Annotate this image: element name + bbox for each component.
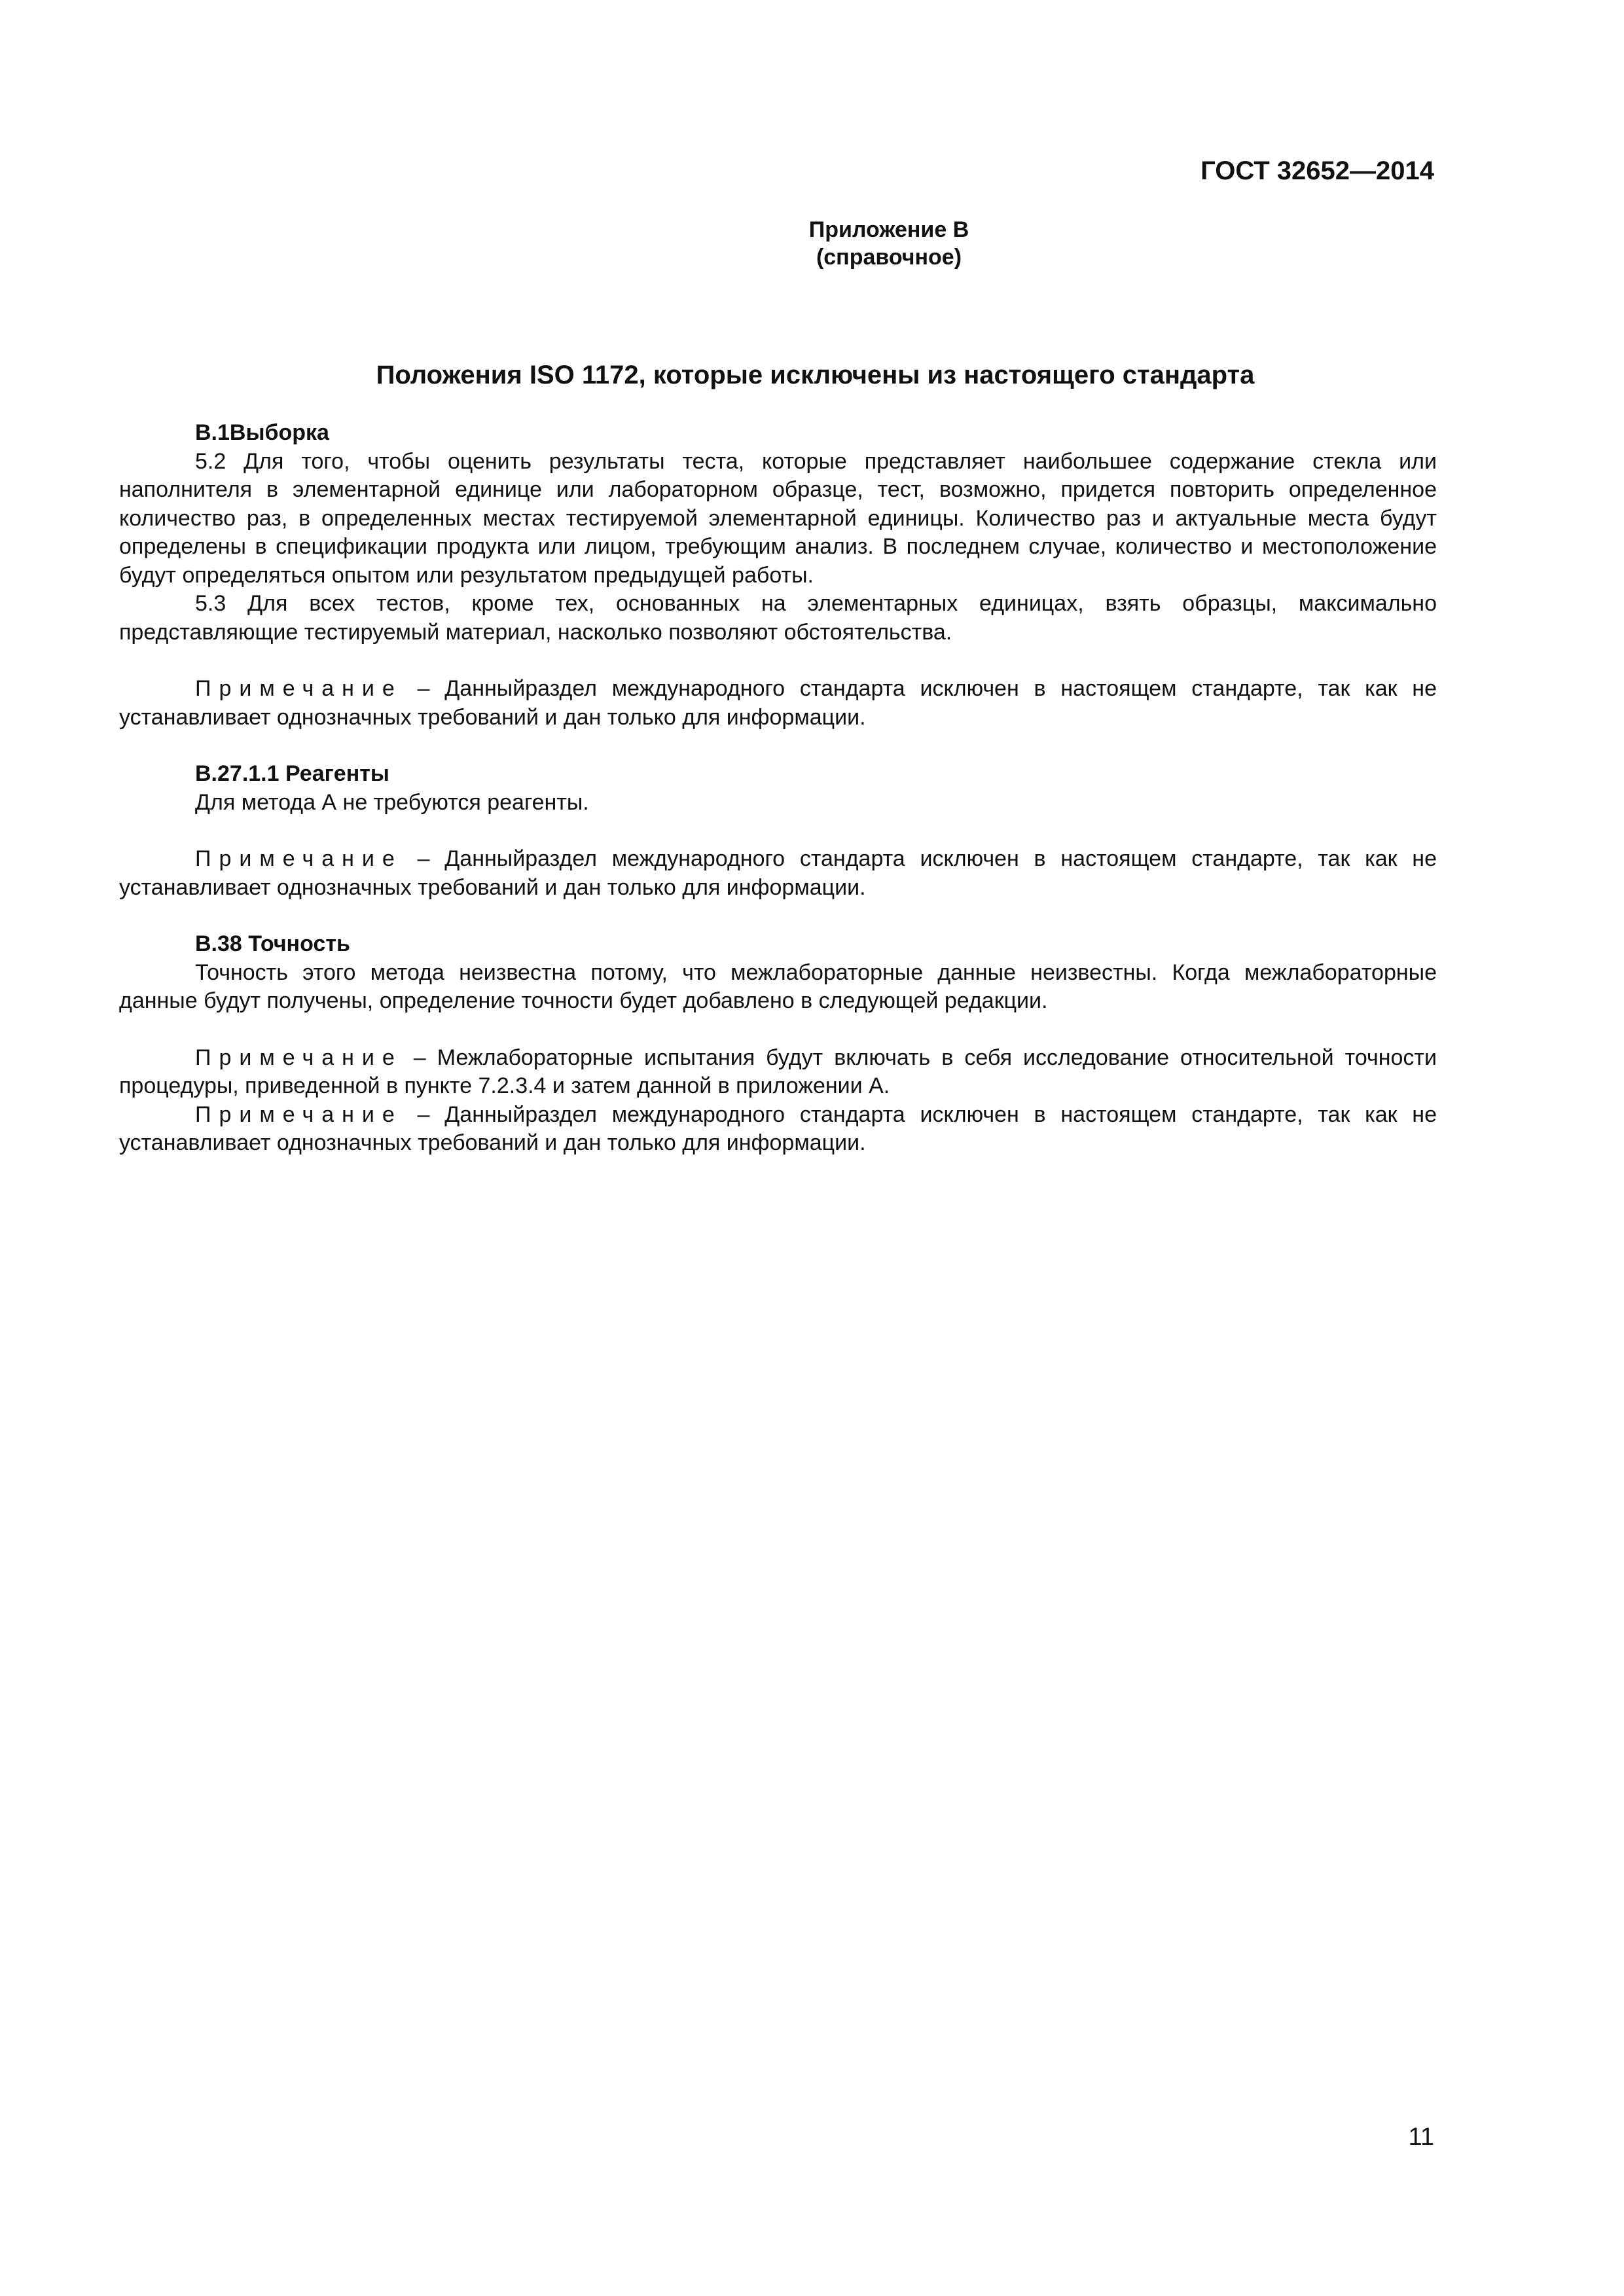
note-text: – Межлабораторные испытания будут включать в себя исследование относительной точности процедуры, приведенной в пункте 7.2.3.4 и затем данной в приложении А.: [119, 1045, 1437, 1098]
note-text: – Данныйраздел международного стандарта исключен в настоящем стандарте, так как не устанавливает однозначных требований и дан только для информации.: [119, 676, 1437, 730]
section-heading-sampling: В.1Выборка: [195, 420, 329, 445]
main-title: Положения ISO 1172, которые исключены из настоящего стандарта: [376, 361, 1255, 389]
note-paragraph: [119, 1101, 1437, 1158]
paragraph: 5.2 Для того, чтобы оценить результаты теста, которые представляет наибольшее содержание стекла или наполнителя в элементарной единице или лабораторном образце, тест, возможно, придется повторить определенное количество раз, в определенных местах тестируемой элементарной единицы. Количество раз и актуальные места будут определены в спецификации продукта или лицом, требующим анализ. В последнем случае, количество и местоположение будут определяться опытом или результатом предыдущей работы.: [119, 448, 1437, 588]
paragraph: Точность этого метода неизвестна потому, что межлабораторные данные неизвестны. Когда межлабораторные данные будут получены, определение точности будет добавлено в следующей редакции.: [119, 960, 1437, 1013]
paragraph: Для метода А не требуются реагенты.: [195, 789, 589, 815]
note-text: – Данныйраздел международного стандарта исключен в настоящем стандарте, так как не устанавливает однозначных требований и дан только для информации.: [119, 1102, 1437, 1155]
note-label: Примечание: [195, 846, 403, 871]
note-label: Примечание: [195, 676, 403, 701]
document-body: [119, 419, 1437, 1158]
note-paragraph: [119, 845, 1437, 902]
annex-heading: [0, 216, 1624, 271]
annex-subtitle: (справочное): [816, 245, 962, 270]
page-number: 11: [1408, 2123, 1434, 2151]
section-heading-precision: В.38 Точность: [195, 931, 350, 956]
note-paragraph: [119, 675, 1437, 732]
note-label: Примечание: [195, 1102, 403, 1127]
annex-title: Приложение В: [808, 217, 969, 242]
note-label: Примечание: [195, 1045, 403, 1070]
document-code: ГОСТ 32652—2014: [1200, 156, 1434, 185]
section-heading-reagents: В.27.1.1 Реагенты: [195, 761, 389, 786]
note-text: – Данныйраздел международного стандарта исключен в настоящем стандарте, так как не устанавливает однозначных требований и дан только для информации.: [119, 846, 1437, 900]
note-paragraph: [119, 1044, 1437, 1101]
paragraph: 5.3 Для всех тестов, кроме тех, основанных на элементарных единицах, взять образцы, максимально представляющие тестируемый материал, насколько позволяют обстоятельства.: [119, 591, 1437, 645]
